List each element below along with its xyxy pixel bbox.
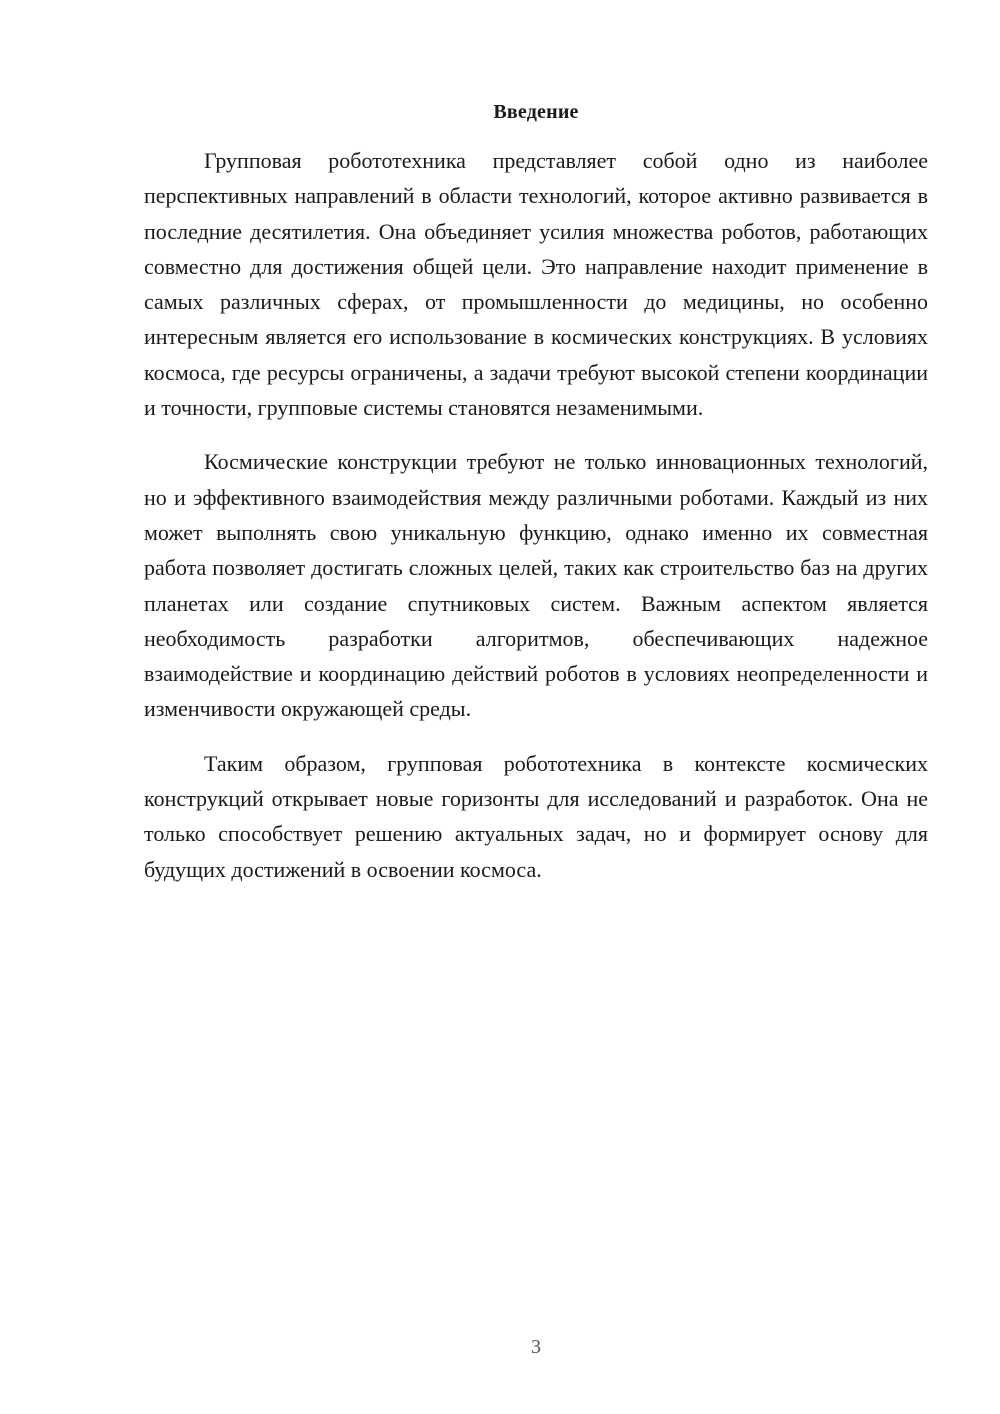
- page-title: Введение: [493, 101, 579, 123]
- page-number: 3: [531, 1336, 541, 1358]
- body-text: [144, 143, 928, 906]
- paragraph-3: Таким образом, групповая робототехника в контексте космических конструкций открывает новые горизонты для исследований и разработок. Она не только способствует решению актуальных задач, но и формирует основу для будущих достижений в освоении космоса.: [144, 750, 928, 882]
- paragraph-1: Групповая робототехника представляет собой одно из наиболее перспективных направлений в области технологий, которое активно развивается в последние десятилетия. Она объединяет усилия множества роботов, работающих совместно для достижения общей цели. Это направление находит применение в самых различных сферах, от промышленности до медицины, но особенно интересным является его использование в космических конструкциях. В условиях космоса, где ресурсы ограничены, а задачи требуют высокой степени координации и точности, групповые системы становятся незаменимыми.: [144, 148, 928, 421]
- paragraph-2: Космические конструкции требуют не только инновационных технологий, но и эффективного взаимодействия между различными роботами. Каждый из них может выполнять свою уникальную функцию, однако именно их совместная работа позволяет достигать сложных целей, таких как строительство баз на других планетах или создание спутниковых систем. Важным аспектом является необходимость разработки алгоритмов, обеспечивающих надежное взаимодействие и координацию действий роботов в условиях неопределенности и изменчивости окружающей среды.: [144, 449, 928, 722]
